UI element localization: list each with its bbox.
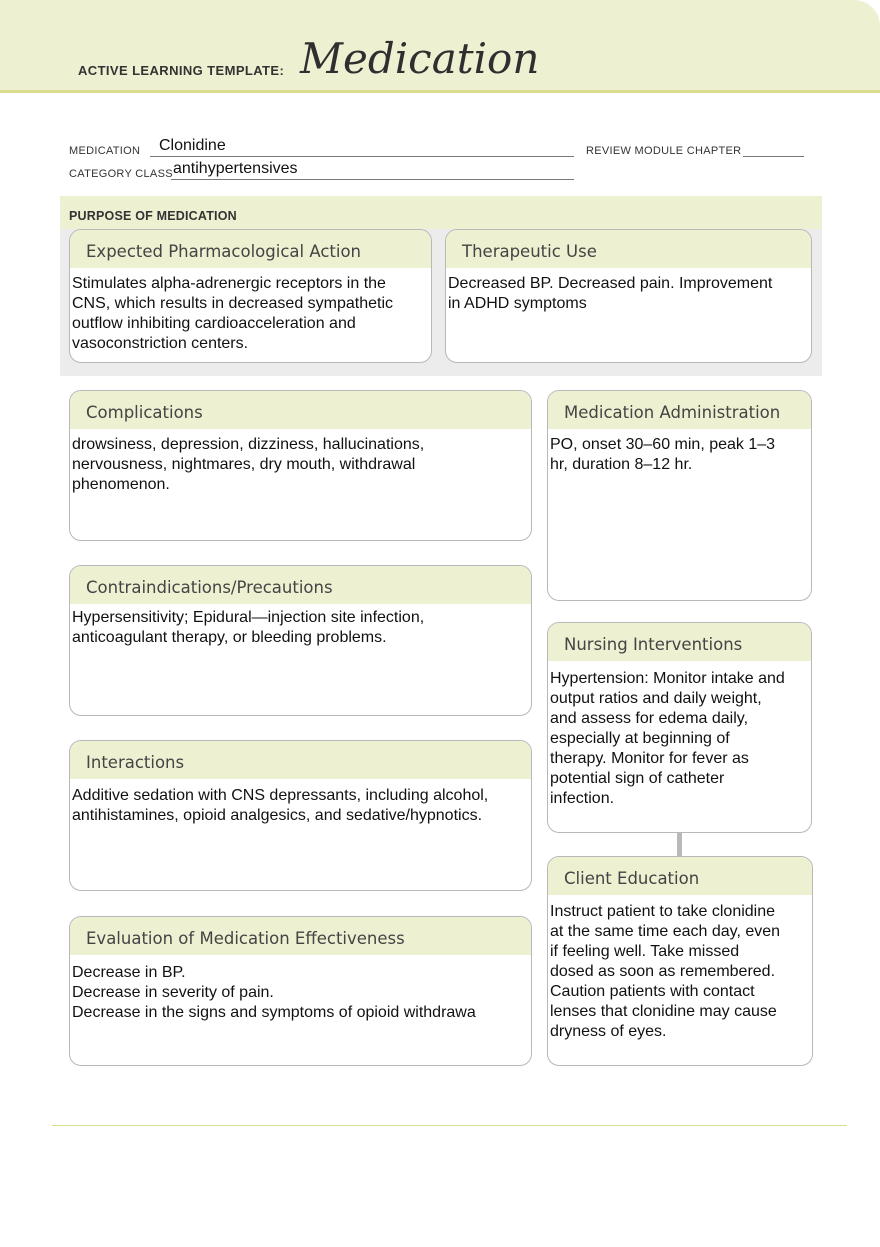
interactions-title: Interactions	[70, 741, 531, 779]
box-connector	[677, 833, 682, 857]
template-label: ACTIVE LEARNING TEMPLATE:	[78, 63, 285, 78]
expected-action-box	[69, 229, 432, 363]
evaluation-title: Evaluation of Medication Effectiveness	[70, 917, 531, 955]
therapeutic-use-box	[445, 229, 812, 363]
administration-title: Medication Administration	[548, 391, 811, 429]
client-education-title: Client Education	[548, 857, 812, 895]
nursing-interventions-title: Nursing Interventions	[548, 623, 811, 661]
complications-text[interactable]: drowsiness, depression, dizziness, hallucinations, nervousness, nightmares, dry mouth, withdrawal phenomenon.	[72, 436, 425, 493]
category-label: CATEGORY CLASS	[69, 168, 173, 180]
therapeutic-use-title: Therapeutic Use	[446, 230, 811, 268]
header-rule	[0, 90, 880, 93]
medication-line	[150, 156, 574, 157]
evaluation-box	[69, 916, 532, 1066]
review-module-label: REVIEW MODULE CHAPTER	[586, 145, 742, 157]
medication-value[interactable]: Clonidine	[159, 137, 226, 154]
evaluation-text[interactable]: Decrease in BP. Decrease in severity of pain. Decrease in the signs and symptoms of opioid withdrawa	[72, 964, 476, 1021]
template-title: Medication	[300, 34, 540, 83]
interactions-text[interactable]: Additive sedation with CNS depressants, including alcohol, antihistamines, opioid analgesics, and sedative/hypnotics.	[72, 787, 489, 824]
medication-label: MEDICATION	[69, 145, 141, 157]
category-line	[171, 179, 574, 180]
category-value[interactable]: antihypertensives	[173, 160, 298, 177]
contraindications-title: Contraindications/Precautions	[70, 566, 531, 604]
client-education-box	[547, 856, 813, 1066]
complications-title: Complications	[70, 391, 531, 429]
administration-box	[547, 390, 812, 601]
contraindications-text[interactable]: Hypersensitivity; Epidural—injection site infection, anticoagulant therapy, or bleeding problems.	[72, 609, 425, 646]
therapeutic-use-text[interactable]: Decreased BP. Decreased pain. Improvement in ADHD symptoms	[448, 275, 773, 312]
complications-box	[69, 390, 532, 541]
interactions-box	[69, 740, 532, 891]
client-education-text[interactable]: Instruct patient to take clonidine at the same time each day, even if feeling well. Take missed dosed as soon as remembered. Caution patients with contact lenses that clonidine may cause dryness of eyes.	[550, 903, 781, 1040]
purpose-label: PURPOSE OF MEDICATION	[69, 209, 237, 223]
administration-text[interactable]: PO, onset 30–60 min, peak 1–3 hr, duration 8–12 hr.	[550, 436, 776, 473]
expected-action-title: Expected Pharmacological Action	[70, 230, 431, 268]
nursing-interventions-box	[547, 622, 812, 833]
expected-action-text[interactable]: Stimulates alpha-adrenergic receptors in the CNS, which results in decreased sympathetic outflow inhibiting cardioacceleration and vasoconstriction centers.	[72, 275, 394, 352]
footer-rule	[52, 1125, 847, 1126]
contraindications-box	[69, 565, 532, 716]
review-module-line[interactable]	[743, 156, 804, 157]
nursing-interventions-text[interactable]: Hypertension: Monitor intake and output ratios and daily weight, and assess for edema daily, especially at beginning of therapy. Monitor for fever as potential sign of catheter infection.	[550, 670, 785, 807]
